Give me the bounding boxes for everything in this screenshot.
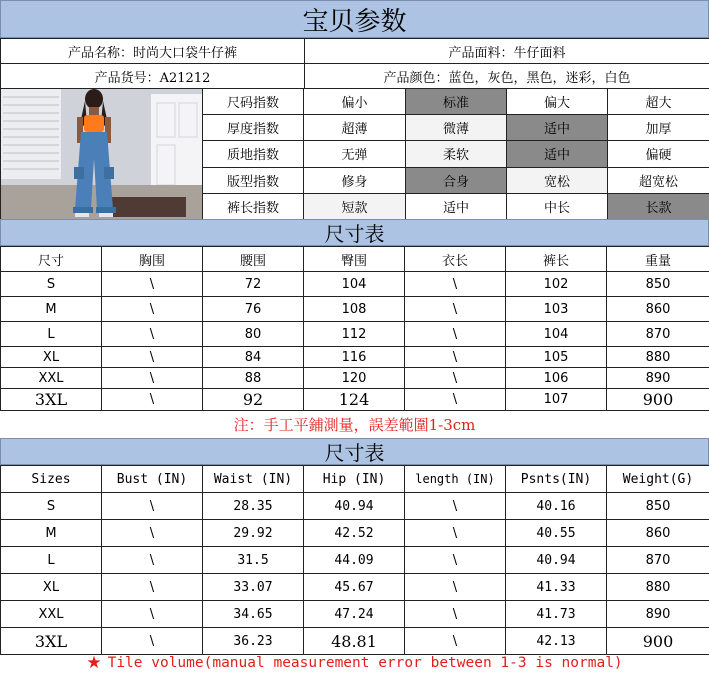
en-header-6: Weight(G) [607, 466, 709, 493]
cn-cell: 104 [506, 322, 607, 347]
cn-cell: L [1, 322, 102, 347]
cn-cell: \ [102, 322, 203, 347]
cn-cell: M [1, 297, 102, 322]
star-icon: ★ [86, 653, 102, 673]
cn-cell: 92 [203, 389, 304, 411]
en-cell: XXL [1, 601, 102, 628]
cn-cell: 107 [506, 389, 607, 411]
en-header-4: length (IN) [405, 466, 506, 493]
index-label-1: 厚度指数 [203, 115, 304, 141]
cn-cell: \ [102, 368, 203, 389]
en-header-2: Waist (IN) [203, 466, 304, 493]
index-4-option-0: 短款 [304, 193, 406, 219]
en-cell: 33.07 [203, 574, 304, 601]
cn-cell: XXL [1, 368, 102, 389]
measurement-note-en-text: Tile volume(manual measurement error between 1-3 is normal) [107, 655, 623, 671]
index-3-option-1: 合身 [406, 167, 507, 193]
cn-cell: 112 [304, 322, 405, 347]
index-2-option-2: 适中 [507, 141, 608, 167]
cn-cell: \ [405, 297, 506, 322]
product-info-table [0, 38, 709, 89]
en-cell: 870 [607, 547, 709, 574]
index-label-4: 裤长指数 [203, 193, 304, 219]
measurement-note-cn-text: 注：手工平鋪測量，誤差範圍1-3cm [233, 416, 476, 434]
size-table-en-title-text: 尺寸表 [324, 441, 385, 465]
en-cell: \ [102, 520, 203, 547]
cn-cell: 84 [203, 347, 304, 368]
cn-cell: S [1, 272, 102, 297]
cn-cell: 106 [506, 368, 607, 389]
cn-cell: \ [102, 389, 203, 411]
size-table-cn [0, 246, 709, 411]
en-cell: \ [405, 547, 506, 574]
product-name: 产品名称：时尚大口袋牛仔裤 [1, 39, 305, 64]
en-cell: \ [405, 601, 506, 628]
cn-cell: 900 [607, 389, 709, 411]
table-row [1, 322, 709, 347]
en-cell: \ [405, 628, 506, 655]
cn-cell: \ [102, 347, 203, 368]
en-cell: 45.67 [304, 574, 405, 601]
size-table-en [0, 465, 709, 655]
page-title [0, 0, 709, 38]
en-header-5: Psnts(IN) [506, 466, 607, 493]
index-label-2: 质地指数 [203, 141, 304, 167]
en-header-0: Sizes [1, 466, 102, 493]
table-row [1, 347, 709, 368]
table-row [1, 389, 709, 411]
en-cell: \ [405, 493, 506, 520]
en-cell: M [1, 520, 102, 547]
en-header-3: Hip (IN) [304, 466, 405, 493]
size-table-cn-title-text: 尺寸表 [324, 222, 385, 246]
cn-cell: 103 [506, 297, 607, 322]
product-photo [1, 89, 202, 219]
en-header-1: Bust (IN) [102, 466, 203, 493]
cn-header-1: 胸围 [102, 247, 203, 272]
cn-header-6: 重量 [607, 247, 709, 272]
measurement-note-cn [0, 411, 709, 438]
table-row [1, 493, 709, 520]
cn-cell: 120 [304, 368, 405, 389]
index-1-option-1: 微薄 [406, 115, 507, 141]
index-1-option-0: 超薄 [304, 115, 406, 141]
index-4-option-2: 中长 [507, 193, 608, 219]
table-row [1, 368, 709, 389]
size-table-en-header [1, 466, 709, 493]
index-0-option-3: 超大 [608, 89, 709, 115]
cn-cell: 890 [607, 368, 709, 389]
cn-cell: 850 [607, 272, 709, 297]
table-row [1, 520, 709, 547]
measurement-note-en [0, 650, 709, 676]
cn-cell: 3XL [1, 389, 102, 411]
table-row [1, 574, 709, 601]
cn-header-2: 腰围 [203, 247, 304, 272]
index-3-option-2: 宽松 [507, 167, 608, 193]
product-photo-cell [1, 89, 203, 220]
en-cell: 41.33 [506, 574, 607, 601]
en-cell: \ [405, 520, 506, 547]
en-cell: 880 [607, 574, 709, 601]
en-cell: 47.24 [304, 601, 405, 628]
en-cell: XL [1, 574, 102, 601]
cn-cell: \ [405, 347, 506, 368]
cn-cell: 72 [203, 272, 304, 297]
en-cell: 42.52 [304, 520, 405, 547]
cn-cell: 105 [506, 347, 607, 368]
en-cell: 850 [607, 493, 709, 520]
en-cell: 890 [607, 601, 709, 628]
index-2-option-1: 柔软 [406, 141, 507, 167]
en-cell: 900 [607, 628, 709, 655]
en-cell: 28.35 [203, 493, 304, 520]
en-cell: 48.81 [304, 628, 405, 655]
cn-cell: \ [405, 322, 506, 347]
en-cell: 29.92 [203, 520, 304, 547]
index-3-option-0: 修身 [304, 167, 406, 193]
cn-cell: 124 [304, 389, 405, 411]
cn-header-3: 臀围 [304, 247, 405, 272]
en-cell: \ [102, 493, 203, 520]
index-1-option-2: 适中 [507, 115, 608, 141]
cn-cell: 108 [304, 297, 405, 322]
cn-cell: XL [1, 347, 102, 368]
en-cell: S [1, 493, 102, 520]
cn-cell: 860 [607, 297, 709, 322]
cn-cell: \ [405, 368, 506, 389]
en-cell: 40.94 [506, 547, 607, 574]
en-cell: 40.94 [304, 493, 405, 520]
product-colors: 产品颜色：蓝色，灰色，黑色，迷彩，白色 [305, 64, 709, 89]
en-cell: 3XL [1, 628, 102, 655]
en-cell: 41.73 [506, 601, 607, 628]
size-table-en-title [0, 438, 709, 465]
table-row [1, 601, 709, 628]
table-row [1, 297, 709, 322]
index-1-option-3: 加厚 [608, 115, 709, 141]
cn-cell: 870 [607, 322, 709, 347]
en-cell: 40.55 [506, 520, 607, 547]
en-cell: \ [102, 628, 203, 655]
cn-cell: \ [102, 272, 203, 297]
en-cell: 44.09 [304, 547, 405, 574]
en-cell: 42.13 [506, 628, 607, 655]
cn-header-0: 尺寸 [1, 247, 102, 272]
product-photo-illustration [1, 89, 202, 219]
cn-cell: \ [405, 272, 506, 297]
cn-cell: 102 [506, 272, 607, 297]
index-2-option-0: 无弹 [304, 141, 406, 167]
index-2-option-3: 偏硬 [608, 141, 709, 167]
index-4-option-3: 长款 [608, 193, 709, 219]
cn-cell: 76 [203, 297, 304, 322]
page-title-text: 宝贝参数 [302, 6, 407, 37]
index-table [0, 88, 709, 220]
en-cell: 34.65 [203, 601, 304, 628]
en-cell: \ [102, 547, 203, 574]
cn-cell: 116 [304, 347, 405, 368]
en-cell: L [1, 547, 102, 574]
table-row [1, 547, 709, 574]
table-row [1, 272, 709, 297]
cn-cell: 104 [304, 272, 405, 297]
cn-cell: 880 [607, 347, 709, 368]
size-table-cn-header [1, 247, 709, 272]
index-label-3: 版型指数 [203, 167, 304, 193]
en-cell: \ [102, 574, 203, 601]
product-material: 产品面料：牛仔面料 [305, 39, 709, 64]
cn-header-5: 裤长 [506, 247, 607, 272]
cn-cell: \ [405, 389, 506, 411]
index-0-option-1: 标准 [406, 89, 507, 115]
product-sku: 产品货号：A21212 [1, 64, 305, 89]
index-0-option-0: 偏小 [304, 89, 406, 115]
cn-header-4: 衣长 [405, 247, 506, 272]
en-cell: \ [102, 601, 203, 628]
en-cell: 36.23 [203, 628, 304, 655]
cn-cell: \ [102, 297, 203, 322]
cn-cell: 80 [203, 322, 304, 347]
en-cell: 31.5 [203, 547, 304, 574]
cn-cell: 88 [203, 368, 304, 389]
size-table-cn-title [0, 219, 709, 246]
en-cell: \ [405, 574, 506, 601]
en-cell: 40.16 [506, 493, 607, 520]
index-4-option-1: 适中 [406, 193, 507, 219]
index-0-option-2: 偏大 [507, 89, 608, 115]
en-cell: 860 [607, 520, 709, 547]
index-label-0: 尺码指数 [203, 89, 304, 115]
index-3-option-3: 超宽松 [608, 167, 709, 193]
